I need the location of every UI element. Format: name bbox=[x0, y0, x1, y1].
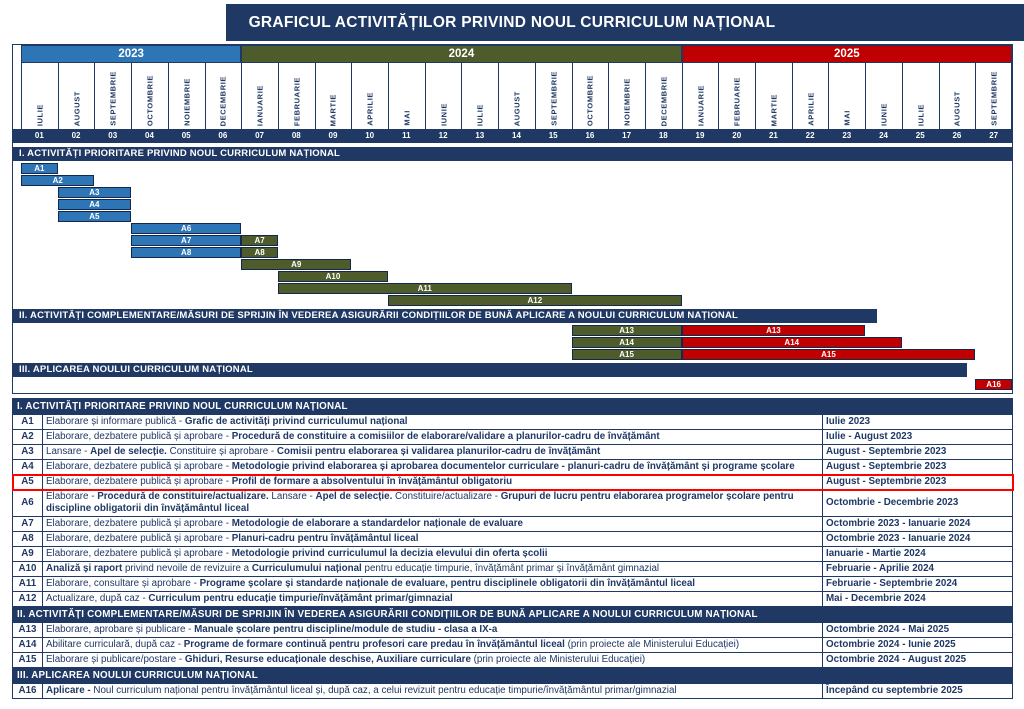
activity-table bbox=[12, 398, 1013, 699]
gantt-bar-a14: A14 bbox=[682, 337, 902, 348]
month-header-13 bbox=[461, 63, 498, 129]
activity-id: A14 bbox=[13, 638, 43, 653]
activity-row-a3 bbox=[13, 445, 1013, 460]
page-title: GRAFICUL ACTIVITĂȚILOR PRIVIND NOUL CURRICULUM NAȚIONAL bbox=[248, 13, 776, 31]
month-label: OCTOMBRIE bbox=[145, 74, 155, 126]
gantt-section-label: II. ACTIVITĂȚI COMPLEMENTARE/MĂSURI DE SPRIJIN ÎN VEDEREA ASIGURĂRII CONDIȚIILOR DE BUNĂ APLICARE A NOULUI CURRICULUM NAȚIONAL bbox=[13, 309, 877, 323]
activity-id: A11 bbox=[13, 577, 43, 592]
column-number-19: 19 bbox=[695, 131, 705, 140]
month-header-15 bbox=[535, 63, 572, 129]
gantt-row-a5 bbox=[13, 211, 1012, 223]
column-numbers bbox=[21, 129, 1012, 143]
gantt-body bbox=[13, 143, 1012, 393]
description-text: pentru educație timpurie, învățământ primar și învățământ gimnazial bbox=[361, 563, 660, 574]
description-text: (prin proiecte ale Ministerului Educației) bbox=[564, 639, 740, 650]
activity-id: A10 bbox=[13, 562, 43, 577]
month-label: AUGUST bbox=[72, 90, 82, 126]
gantt-row-a7 bbox=[13, 235, 1012, 247]
month-header-14 bbox=[498, 63, 535, 129]
month-header-09 bbox=[315, 63, 352, 129]
description-emphasis: Procedură de constituire/actualizare. bbox=[97, 491, 269, 502]
column-number-21: 21 bbox=[768, 131, 778, 140]
description-text: Lansare - bbox=[268, 491, 316, 502]
description-emphasis: Ghiduri, Resurse educaționale deschise, Auxiliare curriculare bbox=[184, 654, 471, 665]
description-text: Noul curriculum național pentru învățământul liceal și, după caz, a celui revizuit pentru educație timpurie/învățământul primar/gimnazial bbox=[93, 685, 677, 696]
activity-id: A16 bbox=[13, 684, 43, 699]
month-header-26 bbox=[939, 63, 976, 129]
gantt-row-a14 bbox=[13, 337, 1012, 349]
month-label: APRILIE bbox=[806, 92, 816, 126]
description-text: privind nevoile de revizuire a bbox=[122, 563, 252, 574]
column-number-18: 18 bbox=[658, 131, 668, 140]
month-label: SEPTEMBRIE bbox=[549, 71, 559, 126]
description-text: Elaborare, dezbatere publică și aprobare - bbox=[46, 461, 232, 472]
column-number-01: 01 bbox=[34, 131, 44, 140]
month-label: IANUARIE bbox=[255, 84, 265, 126]
activity-row-a12 bbox=[13, 592, 1013, 607]
activity-id: A5 bbox=[13, 475, 43, 490]
table-section-label: II. ACTIVITĂȚI COMPLEMENTARE/MĂSURI DE SPRIJIN ÎN VEDEREA ASIGURĂRII CONDIȚIILOR DE BUNĂ APLICARE A NOULUI CURRICULUM NAȚIONAL bbox=[13, 607, 1013, 623]
month-header-23 bbox=[828, 63, 865, 129]
month-label: SEPTEMBRIE bbox=[989, 71, 999, 126]
table-section-ii-header bbox=[13, 607, 1013, 623]
month-header-10 bbox=[351, 63, 388, 129]
description-text: Lansare - bbox=[46, 446, 91, 457]
activity-row-a5 bbox=[13, 475, 1013, 490]
activity-row-a13 bbox=[13, 623, 1013, 638]
gantt-bar-a13: A13 bbox=[682, 325, 866, 336]
year-header-2025: 2025 bbox=[682, 45, 1012, 63]
activity-id: A2 bbox=[13, 430, 43, 445]
column-number-13: 13 bbox=[475, 131, 485, 140]
gantt-bar-a13: A13 bbox=[572, 325, 682, 336]
month-header-12 bbox=[425, 63, 462, 129]
month-header-24 bbox=[865, 63, 902, 129]
gantt-row-a16 bbox=[13, 379, 1012, 391]
month-label: IULIE bbox=[916, 103, 926, 126]
activity-period: Octombrie - Decembrie 2023 bbox=[823, 490, 1013, 517]
column-number-22: 22 bbox=[805, 131, 815, 140]
month-header-05 bbox=[168, 63, 205, 129]
month-label: IULIE bbox=[475, 103, 485, 126]
description-emphasis: Grupuri de lucru pentru elaborarea programelor școlare pentru discipline obligatorii din învățământul liceal bbox=[46, 491, 794, 514]
column-number-12: 12 bbox=[438, 131, 448, 140]
activity-row-a11 bbox=[13, 577, 1013, 592]
gantt-section-ii-header bbox=[13, 309, 1012, 323]
description-emphasis: Procedură de constituire a comisiilor de elaborare/validare a planurilor-cadru de învățământ bbox=[231, 431, 660, 442]
month-label: NOIEMBRIE bbox=[182, 78, 192, 126]
gantt-bar-a3: A3 bbox=[58, 187, 131, 198]
gantt-section-label: III. APLICAREA NOULUI CURRICULUM NAȚIONAL bbox=[13, 363, 967, 377]
gantt-bar-a9: A9 bbox=[241, 259, 351, 270]
activity-period: Iulie 2023 bbox=[823, 415, 1013, 430]
table-section-label: III. APLICAREA NOULUI CURRICULUM NAȚIONAL bbox=[13, 668, 1013, 684]
activity-period: Mai - Decembrie 2024 bbox=[823, 592, 1013, 607]
gantt-row-a6 bbox=[13, 223, 1012, 235]
month-header-27 bbox=[975, 63, 1012, 129]
activity-row-a14 bbox=[13, 638, 1013, 653]
description-emphasis: Grafic de activități privind curriculumul național bbox=[184, 416, 408, 427]
description-emphasis: Metodologie privind curriculumul la decizia elevului din oferta școlii bbox=[231, 548, 548, 559]
gantt-bar-a12: A12 bbox=[388, 295, 682, 306]
month-header-08 bbox=[278, 63, 315, 129]
description-emphasis: Apel de selecție. bbox=[90, 446, 167, 457]
activity-period: Începând cu septembrie 2025 bbox=[823, 684, 1013, 699]
gantt-bar-a8: A8 bbox=[241, 247, 278, 258]
activity-id: A13 bbox=[13, 623, 43, 638]
column-number-23: 23 bbox=[842, 131, 852, 140]
activity-row-a8 bbox=[13, 532, 1013, 547]
activity-description bbox=[43, 638, 823, 653]
year-row bbox=[13, 45, 1012, 63]
gantt-row-a11 bbox=[13, 283, 1012, 295]
month-header-02 bbox=[58, 63, 95, 129]
description-emphasis: Analiză și raport bbox=[46, 563, 123, 574]
description-text: Elaborare și publicare/postare - bbox=[46, 654, 185, 665]
month-header-06 bbox=[205, 63, 242, 129]
month-label: APRILIE bbox=[365, 92, 375, 126]
column-number-24: 24 bbox=[879, 131, 888, 140]
gantt-section-label: I. ACTIVITĂȚI PRIORITARE PRIVIND NOUL CURRICULUM NAȚIONAL bbox=[13, 147, 1012, 161]
column-number-15: 15 bbox=[548, 131, 558, 140]
table-section-i-header bbox=[13, 399, 1013, 415]
gantt-bar-a4: A4 bbox=[58, 199, 131, 210]
month-header-18 bbox=[645, 63, 682, 129]
column-number-02: 02 bbox=[71, 131, 81, 140]
column-number-17: 17 bbox=[622, 131, 632, 140]
activity-period: Iulie - August 2023 bbox=[823, 430, 1013, 445]
activity-description bbox=[43, 532, 823, 547]
description-text: Elaborare, dezbatere publică și aprobare - bbox=[46, 548, 232, 559]
activity-id: A12 bbox=[13, 592, 43, 607]
activity-description bbox=[43, 490, 823, 517]
column-number-26: 26 bbox=[952, 131, 962, 140]
column-number-10: 10 bbox=[365, 131, 375, 140]
month-header-25 bbox=[902, 63, 939, 129]
month-header-07 bbox=[241, 63, 278, 129]
gantt-bar-a6: A6 bbox=[131, 223, 241, 234]
description-emphasis: Profil de formare a absolventului în învățământul obligatoriu bbox=[231, 476, 513, 487]
column-number-03: 03 bbox=[108, 131, 118, 140]
month-header-11 bbox=[388, 63, 425, 129]
month-label: MAI bbox=[402, 110, 412, 126]
gantt-bar-a2: A2 bbox=[21, 175, 94, 186]
month-label: AUGUST bbox=[952, 90, 962, 126]
description-emphasis: Apel de selecție. bbox=[315, 491, 393, 502]
activity-period: Octombrie 2024 - Mai 2025 bbox=[823, 623, 1013, 638]
gantt-section-i-header bbox=[13, 147, 1012, 161]
activity-row-a16 bbox=[13, 684, 1013, 699]
gantt-bar-a11: A11 bbox=[278, 283, 572, 294]
description-text: Elaborare, dezbatere publică și aprobare - bbox=[46, 518, 232, 529]
description-text: Abilitare curriculară, după caz - bbox=[46, 639, 184, 650]
description-emphasis: Manuale școlare pentru discipline/module de studiu - clasa a IX-a bbox=[194, 624, 498, 635]
month-label: IUNIE bbox=[439, 102, 449, 126]
column-number-06: 06 bbox=[218, 131, 228, 140]
description-emphasis: Comisii pentru elaborarea și validarea planurilor-cadru de învățământ bbox=[276, 446, 601, 457]
month-header-22 bbox=[792, 63, 829, 129]
month-label: OCTOMBRIE bbox=[585, 74, 595, 126]
description-text: (prin proiecte ale Ministerului Educației) bbox=[470, 654, 646, 665]
gantt-section-iii-header bbox=[13, 363, 1012, 377]
description-text: Elaborare - bbox=[46, 491, 98, 502]
column-number-04: 04 bbox=[145, 131, 154, 140]
gantt-row-a2 bbox=[13, 175, 1012, 187]
activity-row-a10 bbox=[13, 562, 1013, 577]
month-label: IULIE bbox=[35, 103, 45, 126]
activity-period: August - Septembrie 2023 bbox=[823, 445, 1013, 460]
year-header-2024: 2024 bbox=[241, 45, 681, 63]
gantt-row-a4 bbox=[13, 199, 1012, 211]
description-emphasis: Programe școlare și standarde naționale de evaluare, pentru disciplinele obligatorii din învățământul liceal bbox=[199, 578, 696, 589]
description-text: Constituire și aprobare - bbox=[166, 446, 277, 457]
month-label: SEPTEMBRIE bbox=[108, 71, 118, 126]
activity-description bbox=[43, 415, 823, 430]
gantt-row-a10 bbox=[13, 271, 1012, 283]
month-header-20 bbox=[718, 63, 755, 129]
activity-period: Octombrie 2024 - August 2025 bbox=[823, 653, 1013, 668]
gantt-chart bbox=[12, 44, 1013, 394]
description-emphasis: Curriculum pentru educație timpurie/învățământ primar/gimnazial bbox=[148, 593, 453, 604]
activity-id: A3 bbox=[13, 445, 43, 460]
description-text: Elaborare, dezbatere publică și aprobare - bbox=[46, 431, 232, 442]
gantt-row-a3 bbox=[13, 187, 1012, 199]
activity-description bbox=[43, 684, 823, 699]
gantt-row-a13 bbox=[13, 325, 1012, 337]
activity-period: Februarie - Septembrie 2024 bbox=[823, 577, 1013, 592]
description-text: Elaborare, aprobare și publicare - bbox=[46, 624, 195, 635]
activity-description bbox=[43, 653, 823, 668]
activity-period: Octombrie 2024 - Iunie 2025 bbox=[823, 638, 1013, 653]
column-number-09: 09 bbox=[328, 131, 338, 140]
gantt-bar-a16: A16 bbox=[975, 379, 1012, 390]
month-header-19 bbox=[682, 63, 719, 129]
activity-id: A7 bbox=[13, 517, 43, 532]
month-label: AUGUST bbox=[512, 90, 522, 126]
activity-id: A4 bbox=[13, 460, 43, 475]
gantt-bar-a7: A7 bbox=[131, 235, 241, 246]
gantt-bar-a5: A5 bbox=[58, 211, 131, 222]
description-emphasis: Programe de formare continuă pentru profesori care predau în învățământul liceal bbox=[183, 639, 565, 650]
description-text: Elaborare, dezbatere publică și aprobare - bbox=[46, 476, 232, 487]
activity-period: Octombrie 2023 - Ianuarie 2024 bbox=[823, 517, 1013, 532]
table-section-iii-header bbox=[13, 668, 1013, 684]
activity-row-a4 bbox=[13, 460, 1013, 475]
month-label: IANUARIE bbox=[696, 84, 705, 126]
month-label: DECEMBRIE bbox=[659, 75, 669, 126]
gantt-row-a8 bbox=[13, 247, 1012, 259]
activity-description bbox=[43, 623, 823, 638]
description-emphasis: Metodologie privind elaborarea și aprobarea documentelor curriculare - planuri-cadru de învățământ și programe școlare bbox=[231, 461, 795, 472]
gantt-bar-a10: A10 bbox=[278, 271, 388, 282]
title-bar bbox=[0, 4, 1024, 41]
month-label: IUNIE bbox=[879, 102, 889, 126]
column-number-07: 07 bbox=[255, 131, 265, 140]
column-number-11: 11 bbox=[402, 131, 411, 140]
activity-id: A6 bbox=[13, 490, 43, 517]
activity-id: A1 bbox=[13, 415, 43, 430]
column-number-05: 05 bbox=[181, 131, 191, 140]
activity-description bbox=[43, 460, 823, 475]
activity-description bbox=[43, 445, 823, 460]
month-header-17 bbox=[608, 63, 645, 129]
month-header-16 bbox=[572, 63, 609, 129]
month-header-21 bbox=[755, 63, 792, 129]
activity-period: August - Septembrie 2023 bbox=[823, 475, 1013, 490]
gantt-row-a1 bbox=[13, 163, 1012, 175]
gantt-bar-a14: A14 bbox=[572, 337, 682, 348]
activity-description bbox=[43, 517, 823, 532]
activity-row-a1 bbox=[13, 415, 1013, 430]
activity-description bbox=[43, 475, 823, 490]
month-header-03 bbox=[94, 63, 131, 129]
month-label: MAI bbox=[842, 110, 852, 126]
description-emphasis: Aplicare - bbox=[46, 685, 94, 696]
month-row bbox=[21, 63, 1012, 129]
activity-period: Ianuarie - Martie 2024 bbox=[823, 547, 1013, 562]
gantt-bar-a15: A15 bbox=[682, 349, 976, 360]
activity-row-a15 bbox=[13, 653, 1013, 668]
column-number-27: 27 bbox=[989, 131, 999, 140]
activity-period: August - Septembrie 2023 bbox=[823, 460, 1013, 475]
activity-row-a2 bbox=[13, 430, 1013, 445]
activity-row-a7 bbox=[13, 517, 1013, 532]
gantt-row-a15 bbox=[13, 349, 1012, 361]
description-text: Elaborare și informare publică - bbox=[46, 416, 185, 427]
description-emphasis: Curriculumului național bbox=[251, 563, 362, 574]
description-text: Actualizare, după caz - bbox=[46, 593, 149, 604]
column-number-08: 08 bbox=[291, 131, 301, 140]
description-emphasis: Planuri-cadru pentru învățământul liceal bbox=[231, 533, 419, 544]
activity-row-a9 bbox=[13, 547, 1013, 562]
table-section-label: I. ACTIVITĂȚI PRIORITARE PRIVIND NOUL CURRICULUM NAȚIONAL bbox=[13, 399, 1013, 415]
gantt-bar-a1: A1 bbox=[21, 163, 58, 174]
activity-period: Februarie - Aprilie 2024 bbox=[823, 562, 1013, 577]
month-label: FEBRUARIE bbox=[292, 76, 302, 126]
year-header-2023: 2023 bbox=[21, 45, 241, 63]
description-emphasis: Metodologie de elaborare a standardelor naționale de evaluare bbox=[231, 518, 523, 529]
month-label: FEBRUARIE bbox=[732, 76, 742, 126]
gantt-bar-a8: A8 bbox=[131, 247, 241, 258]
activity-table-body bbox=[13, 399, 1013, 699]
gantt-bar-a15: A15 bbox=[572, 349, 682, 360]
activity-description bbox=[43, 577, 823, 592]
description-text: Elaborare, consultare și aprobare - bbox=[46, 578, 200, 589]
activity-row-a6 bbox=[13, 490, 1013, 517]
month-label: NOIEMBRIE bbox=[622, 78, 632, 126]
month-label: MARTIE bbox=[769, 93, 779, 126]
column-number-16: 16 bbox=[585, 131, 595, 140]
month-row-wrap bbox=[13, 63, 1012, 129]
description-text: Constituire/actualizare - bbox=[392, 491, 501, 502]
activity-id: A15 bbox=[13, 653, 43, 668]
gantt-bar-a7: A7 bbox=[241, 235, 278, 246]
month-label: DECEMBRIE bbox=[218, 75, 228, 126]
activity-period: Octombrie 2023 - Ianuarie 2024 bbox=[823, 532, 1013, 547]
column-number-row bbox=[13, 129, 1012, 143]
activity-id: A9 bbox=[13, 547, 43, 562]
activity-description bbox=[43, 430, 823, 445]
activity-id: A8 bbox=[13, 532, 43, 547]
activity-description bbox=[43, 592, 823, 607]
month-header-04 bbox=[131, 63, 168, 129]
description-text: Elaborare, dezbatere publică și aprobare - bbox=[46, 533, 232, 544]
gantt-row-a9 bbox=[13, 259, 1012, 271]
column-number-20: 20 bbox=[732, 131, 742, 140]
column-number-25: 25 bbox=[915, 131, 925, 140]
column-number-14: 14 bbox=[512, 131, 521, 140]
month-header-01 bbox=[21, 63, 58, 129]
month-label: MARTIE bbox=[328, 93, 338, 126]
activity-description bbox=[43, 562, 823, 577]
gantt-row-a12 bbox=[13, 295, 1012, 307]
activity-description bbox=[43, 547, 823, 562]
